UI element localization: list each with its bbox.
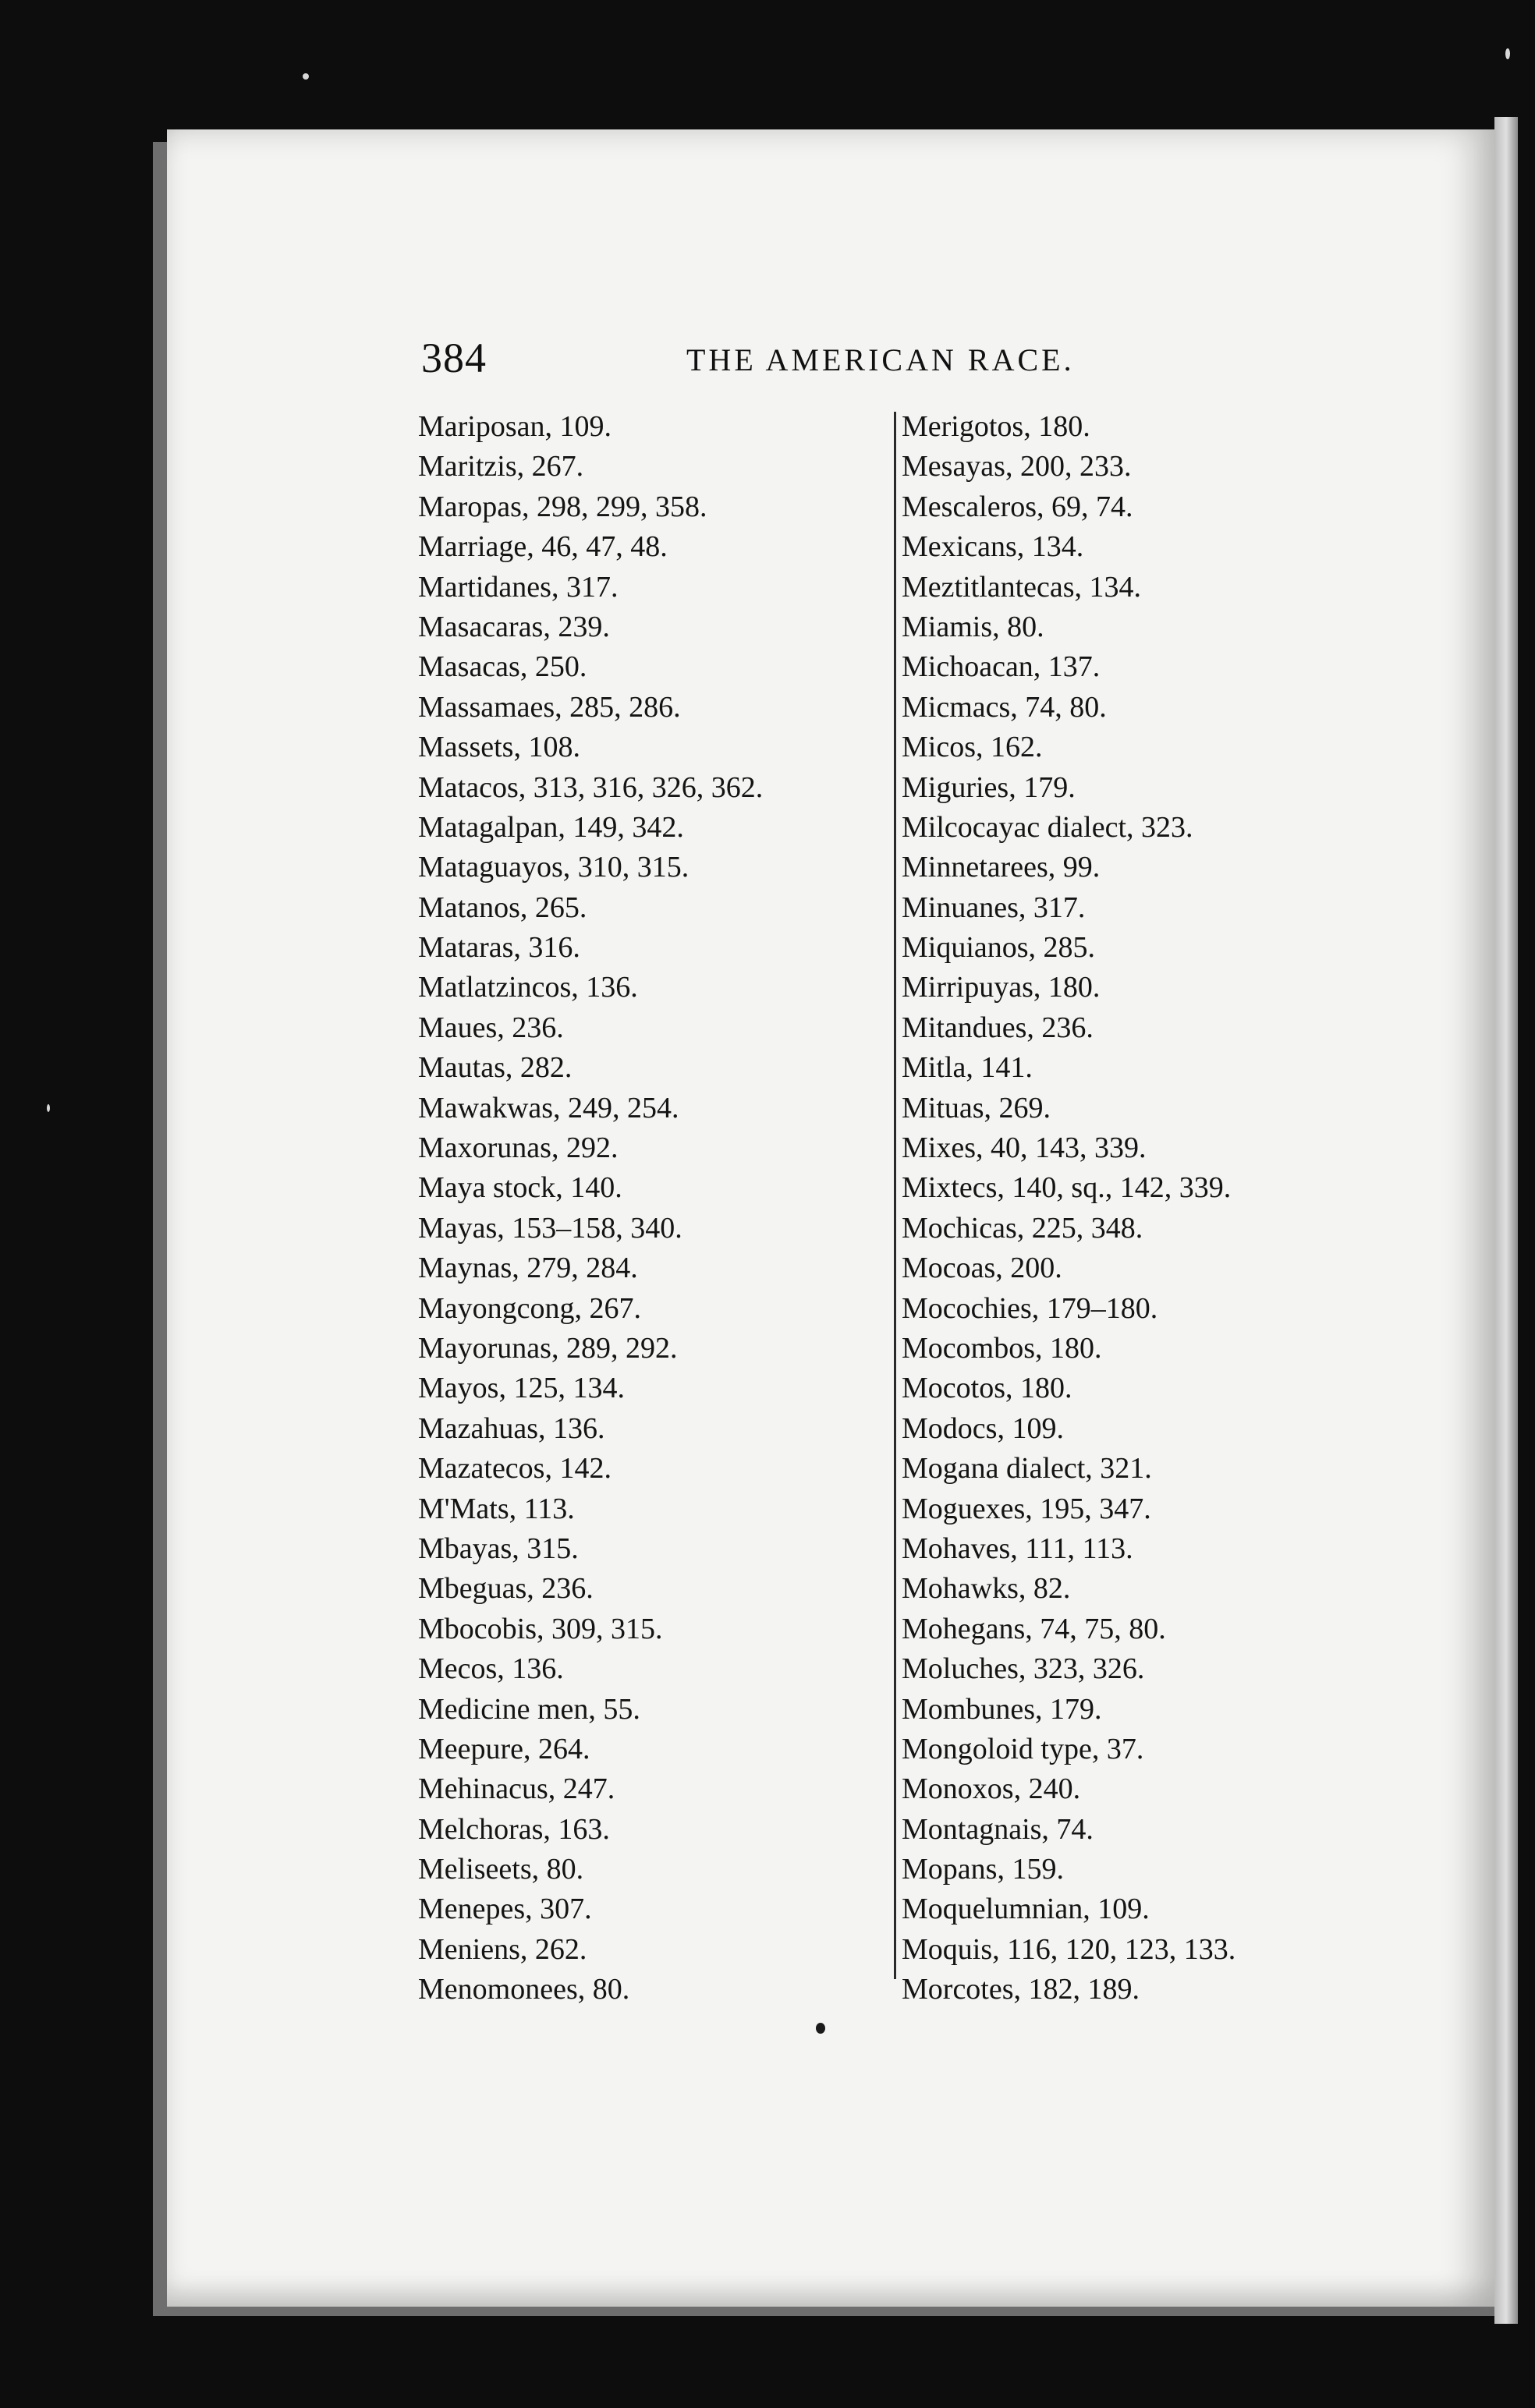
- index-entry: Maritzis, 267.: [418, 450, 584, 483]
- index-entry: Michoacan, 137.: [902, 650, 1101, 684]
- index-entry: Mocombos, 180.: [902, 1331, 1102, 1365]
- page-edge-right: [1494, 117, 1518, 2324]
- index-entry: Mataguayos, 310, 315.: [418, 851, 690, 884]
- index-entry: Miguries, 179.: [902, 770, 1076, 804]
- ink-dot: [816, 2023, 825, 2034]
- index-entry: Morcotes, 182, 189.: [902, 1973, 1140, 2006]
- index-entry: Mesayas, 200, 233.: [902, 450, 1132, 483]
- index-entry: Micmacs, 74, 80.: [902, 690, 1107, 724]
- index-entry: Matagalpan, 149, 342.: [418, 810, 684, 844]
- index-entry: Masacas, 250.: [418, 650, 587, 684]
- index-entry: Maynas, 279, 284.: [418, 1252, 638, 1285]
- index-entry: Modocs, 109.: [902, 1411, 1064, 1445]
- index-entry: Mitandues, 236.: [902, 1011, 1094, 1044]
- index-entry: Mehinacus, 247.: [418, 1772, 615, 1806]
- index-entry: Monoxos, 240.: [902, 1772, 1081, 1806]
- index-entry: Mescaleros, 69, 74.: [902, 490, 1133, 523]
- index-entry: Mixes, 40, 143, 339.: [902, 1131, 1147, 1165]
- index-entry: Mombunes, 179.: [902, 1692, 1102, 1726]
- index-entry: Miamis, 80.: [902, 610, 1044, 643]
- index-entry: Menomonees, 80.: [418, 1973, 630, 2006]
- index-entry: Montagnais, 74.: [902, 1812, 1094, 1846]
- index-entry: Matacos, 313, 316, 326, 362.: [418, 770, 764, 804]
- film-speck: [303, 73, 309, 80]
- index-entry: Mbeguas, 236.: [418, 1572, 594, 1606]
- index-entry: Massets, 108.: [418, 731, 580, 764]
- index-entry: Matanos, 265.: [418, 891, 587, 924]
- index-entry: Meliseets, 80.: [418, 1853, 584, 1886]
- index-entry: Mayongcong, 267.: [418, 1291, 642, 1325]
- index-entry: Matlatzincos, 136.: [418, 971, 638, 1004]
- film-speck: [47, 1104, 50, 1112]
- index-entry: Mariposan, 109.: [418, 410, 612, 443]
- index-entry: Mochicas, 225, 348.: [902, 1211, 1143, 1245]
- page-number: 384: [421, 335, 487, 381]
- index-entry: Mayos, 125, 134.: [418, 1372, 625, 1405]
- film-speck: [1505, 48, 1510, 59]
- index-entry: Mayas, 153–158, 340.: [418, 1211, 682, 1245]
- index-entry: Mirripuyas, 180.: [902, 971, 1101, 1004]
- index-entry: Melchoras, 163.: [418, 1812, 610, 1846]
- index-entry: Moluches, 323, 326.: [902, 1652, 1145, 1686]
- index-entry: Masacaras, 239.: [418, 610, 610, 643]
- index-entry: Massamaes, 285, 286.: [418, 690, 681, 724]
- index-entry: Mazahuas, 136.: [418, 1411, 605, 1445]
- index-entry: Mocotos, 180.: [902, 1372, 1072, 1405]
- index-entry: Micos, 162.: [902, 731, 1043, 764]
- index-entry: Menepes, 307.: [418, 1893, 592, 1926]
- index-entry: Mexicans, 134.: [902, 530, 1084, 564]
- index-entry: Mopans, 159.: [902, 1853, 1064, 1886]
- index-entry: Mitla, 141.: [902, 1051, 1033, 1085]
- index-entry: Mbocobis, 309, 315.: [418, 1612, 663, 1645]
- index-entry: Merigotos, 180.: [902, 410, 1090, 443]
- index-entry: Mohawks, 82.: [902, 1572, 1071, 1606]
- index-entry: Martidanes, 317.: [418, 570, 619, 604]
- index-entry: Maues, 236.: [418, 1011, 564, 1044]
- index-entry: Mataras, 316.: [418, 931, 580, 965]
- index-entry: Mohegans, 74, 75, 80.: [902, 1612, 1166, 1645]
- index-entry: Mecos, 136.: [418, 1652, 564, 1686]
- running-head: THE AMERICAN RACE.: [686, 342, 1075, 377]
- index-entry: Moquelumnian, 109.: [902, 1893, 1150, 1926]
- index-entry: Mbayas, 315.: [418, 1532, 579, 1565]
- index-entry: Mohaves, 111, 113.: [902, 1532, 1133, 1565]
- index-entry: Mawakwas, 249, 254.: [418, 1091, 679, 1124]
- index-entry: Mongoloid type, 37.: [902, 1732, 1144, 1765]
- index-column-right: [902, 407, 1338, 2010]
- index-column-left: [418, 407, 886, 2010]
- index-entry: Minnetarees, 99.: [902, 851, 1101, 884]
- index-entry: Moquis, 116, 120, 123, 133.: [902, 1932, 1236, 1966]
- index-entry: Milcocayac dialect, 323.: [902, 810, 1193, 844]
- index-entry: Mocoas, 200.: [902, 1252, 1062, 1285]
- index-entry: Medicine men, 55.: [418, 1692, 640, 1726]
- index-entry: Mazatecos, 142.: [418, 1452, 612, 1486]
- index-entry: Miquianos, 285.: [902, 931, 1096, 965]
- index-entry: Mixtecs, 140, sq., 142, 339.: [902, 1171, 1232, 1205]
- index-entry: Mocochies, 179–180.: [902, 1291, 1158, 1325]
- index-entry: Moguexes, 195, 347.: [902, 1492, 1151, 1525]
- index-entry: Maya stock, 140.: [418, 1171, 622, 1205]
- index-entry: Mautas, 282.: [418, 1051, 573, 1085]
- index-entry: Meztitlantecas, 134.: [902, 570, 1142, 604]
- index-entry: Meniens, 262.: [418, 1932, 587, 1966]
- index-entry: Maropas, 298, 299, 358.: [418, 490, 707, 523]
- index-entry: Minuanes, 317.: [902, 891, 1086, 924]
- column-divider: [894, 412, 896, 1979]
- index-entry: Marriage, 46, 47, 48.: [418, 530, 668, 564]
- index-entry: M'Mats, 113.: [418, 1492, 575, 1525]
- index-entry: Mituas, 269.: [902, 1091, 1051, 1124]
- index-entry: Maxorunas, 292.: [418, 1131, 619, 1165]
- index-entry: Mogana dialect, 321.: [902, 1452, 1152, 1486]
- index-entry: Meepure, 264.: [418, 1732, 590, 1765]
- index-entry: Mayorunas, 289, 292.: [418, 1331, 678, 1365]
